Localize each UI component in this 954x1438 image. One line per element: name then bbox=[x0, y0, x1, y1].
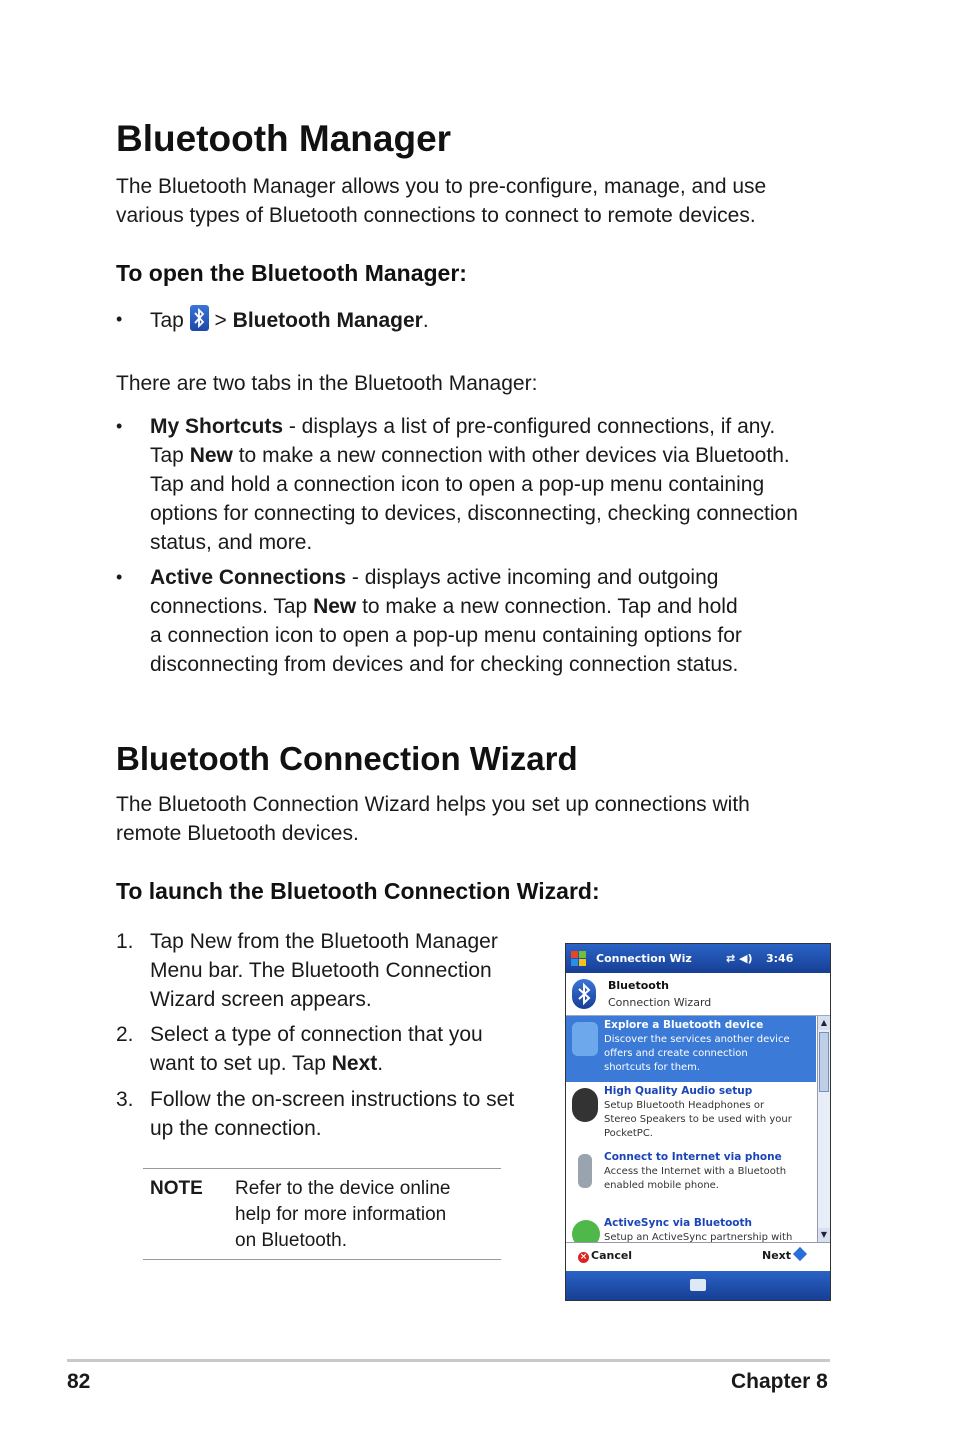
step-number: 1. bbox=[116, 930, 134, 953]
step-number: 3. bbox=[116, 1088, 134, 1111]
device-clock: 3:46 bbox=[766, 952, 794, 965]
keyboard-icon[interactable] bbox=[690, 1279, 706, 1291]
bluetooth-device-icon bbox=[572, 1022, 598, 1056]
next-button[interactable]: Next bbox=[762, 1249, 805, 1262]
wizard-header bbox=[566, 973, 830, 1016]
option-audio-setup[interactable]: High Quality Audio setup Setup Bluetooth Headphones or Stereo Speakers to be used with your PocketPC. bbox=[566, 1082, 816, 1148]
option-activesync[interactable]: ActiveSync via Bluetooth Setup an ActiveSync partnership with bbox=[566, 1214, 816, 1242]
scroll-up-icon[interactable]: ▲ bbox=[818, 1016, 830, 1030]
chapter-label: Chapter 8 bbox=[731, 1370, 828, 1393]
bullet-active-connections: Active Connections - displays active incoming and outgoing connections. Tap New to make a new connection. Tap and hold a connection icon to open a pop-up menu containing options for disconnecting from devices and for checking connection status. bbox=[150, 566, 742, 676]
bullet-marker: • bbox=[116, 309, 123, 329]
section-title-wizard: Bluetooth Connection Wizard bbox=[116, 740, 578, 777]
device-title-bar bbox=[566, 944, 830, 973]
bullet-marker: • bbox=[116, 416, 123, 436]
wizard-header-subtitle: Connection Wizard bbox=[608, 996, 712, 1009]
device-window-title: Connection Wiz bbox=[596, 952, 692, 965]
signal-volume-icon[interactable]: ⇄ ◀) bbox=[726, 952, 753, 965]
page-number: 82 bbox=[67, 1370, 91, 1393]
cancel-button[interactable]: × Cancel bbox=[579, 1249, 633, 1262]
headphones-icon bbox=[572, 1088, 598, 1122]
wizard-step-2: Select a type of connection that you want to set up. Tap Next. bbox=[150, 1023, 483, 1075]
mobile-phone-icon bbox=[578, 1154, 592, 1188]
note-top-rule bbox=[143, 1168, 501, 1169]
note-bottom-rule bbox=[143, 1259, 501, 1260]
bluetooth-logo-icon bbox=[572, 979, 596, 1009]
scroll-thumb[interactable] bbox=[819, 1032, 829, 1092]
arrow-right-icon bbox=[793, 1247, 807, 1261]
option-explore-device[interactable]: Explore a Bluetooth device Discover the services another device offers and create connection shortcuts for them. bbox=[566, 1016, 816, 1082]
option-internet-phone[interactable]: Connect to Internet via phone Access the Internet with a Bluetooth enabled mobile phone. bbox=[566, 1148, 816, 1214]
device-screenshot bbox=[565, 943, 831, 1301]
bluetooth-icon bbox=[190, 305, 209, 331]
wizard-option-list bbox=[566, 1016, 816, 1242]
step-open-manager: Tap > Bluetooth Manager. bbox=[150, 305, 429, 335]
wizard-step-1: Tap New from the Bluetooth Manager Menu bar. The Bluetooth Connection Wizard screen appears. bbox=[150, 930, 498, 1011]
footer-rule bbox=[67, 1359, 830, 1362]
scroll-down-icon[interactable]: ▼ bbox=[818, 1228, 830, 1242]
softkey-bar bbox=[566, 1242, 830, 1271]
device-menu-bar bbox=[566, 1271, 830, 1300]
wizard-step-3: Follow the on-screen instructions to set up the connection. bbox=[150, 1088, 515, 1140]
page-title: Bluetooth Manager bbox=[116, 118, 452, 159]
close-icon: × bbox=[579, 1252, 588, 1262]
activesync-icon bbox=[572, 1220, 600, 1242]
bullet-marker: • bbox=[116, 567, 123, 587]
wizard-intro: The Bluetooth Connection Wizard helps you set up connections with remote Bluetooth devices. bbox=[116, 793, 750, 845]
note-label: NOTE bbox=[150, 1178, 203, 1199]
note-text: Refer to the device online help for more information on Bluetooth. bbox=[235, 1178, 451, 1251]
step-number: 2. bbox=[116, 1023, 134, 1046]
windows-start-icon[interactable] bbox=[570, 950, 587, 967]
intro-paragraph: The Bluetooth Manager allows you to pre-configure, manage, and use various types of Bluetooth connections to connect to remote devices. bbox=[116, 175, 767, 227]
tabs-intro: There are two tabs in the Bluetooth Manager: bbox=[116, 372, 538, 395]
list-scrollbar[interactable] bbox=[817, 1016, 830, 1242]
subheading-launch-wizard: To launch the Bluetooth Connection Wizard: bbox=[116, 878, 600, 904]
subheading-open-manager: To open the Bluetooth Manager: bbox=[116, 260, 467, 286]
wizard-header-title: Bluetooth bbox=[608, 979, 669, 992]
bullet-my-shortcuts: My Shortcuts - displays a list of pre-configured connections, if any. Tap New to make a new connection with other devices via Bluetooth. Tap and hold a connection icon to open a pop-up menu containing options for connecting to devices, disconnecting, checking connection status, and more. bbox=[150, 415, 798, 554]
